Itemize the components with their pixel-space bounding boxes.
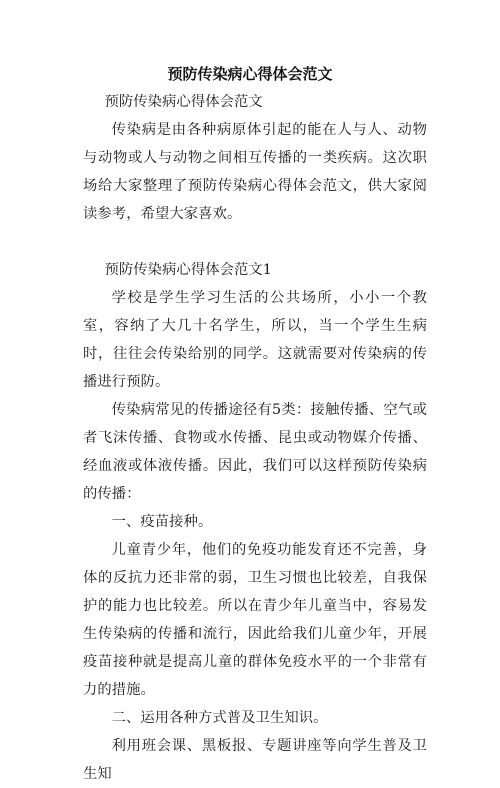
intro-paragraph: 传染病是由各种病原体引起的能在人与人、动物与动物或人与动物之间相互传播的一类疾病。这次职场给大家整理了预防传染病心得体会范文，供大家阅读参考，希望大家喜欢。 xyxy=(83,122,427,222)
paragraph-school: 学校是学生学习生活的公共场所，小小一个教室，容纳了大几十名学生，所以，当一个学生生病时，往往会传染给别的同学。这就需要对传染病的传播进行预防。 xyxy=(83,290,427,390)
document-subtitle: 预防传染病心得体会范文 xyxy=(104,94,263,110)
paragraph-gap xyxy=(83,228,427,256)
section-title: 预防传染病心得体会范文1 xyxy=(104,262,272,278)
document-title: 预防传染病心得体会范文 xyxy=(167,65,333,83)
point-vaccination: 一、疫苗接种。 xyxy=(111,514,213,530)
paragraph-children: 儿童青少年，他们的免疫功能发育还不完善，身体的反抗力还非常的弱，卫生习惯也比较差，自我保护的能力也比较差。所以在青少年儿童当中，容易发生传染病的传播和流行，因此给我们儿童少年，开展疫苗接种就是提高儿童的群体免疫水平的一个非常有力的措施。 xyxy=(83,542,427,698)
paragraph-education: 利用班会课、黑板报、专题讲座等向学生普及卫生知 xyxy=(83,738,427,782)
point-hygiene-knowledge: 二、运用各种方式普及卫生知识。 xyxy=(111,710,328,726)
paragraph-transmission: 传染病常见的传播途径有5类：接触传播、空气或者飞沫传播、食物或水传播、昆虫或动物媒介传播、经血液或体液传播。因此，我们可以这样预防传染病的传播： xyxy=(83,402,427,502)
document-body xyxy=(83,88,427,788)
